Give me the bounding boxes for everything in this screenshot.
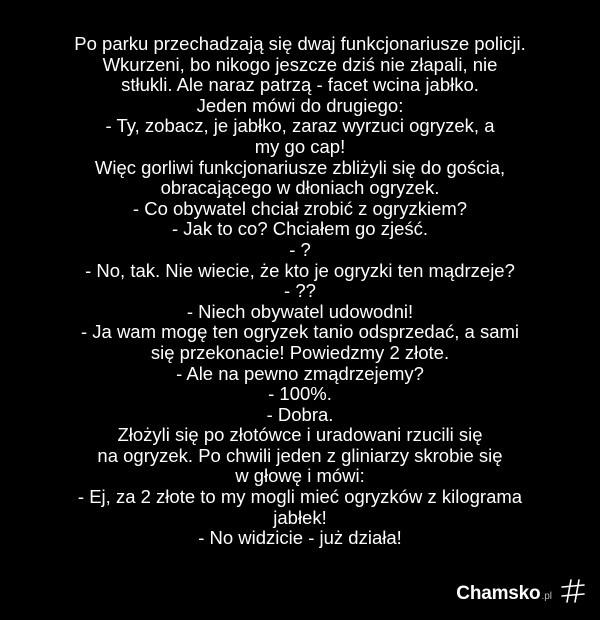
joke-line: - Ej, za 2 złote to my mogli mieć ogryzków z kilograma — [77, 486, 523, 508]
watermark-tld: .pl — [541, 591, 552, 602]
joke-line: na ogryzek. Po chwili jeden z gliniarzy skrobie się — [97, 444, 503, 466]
site-watermark — [456, 578, 586, 604]
joke-line: - Ja wam mogę ten ogryzek tanio odsprzedać, a sami — [80, 321, 520, 343]
joke-line: - Niech obywatel udowodni! — [186, 300, 414, 322]
joke-line: - Ty, zobacz, je jabłko, zaraz wyrzuci ogryzek, a — [105, 115, 495, 137]
joke-line: Wkurzeni, bo nikogo jeszcze dziś nie złapali, nie — [102, 53, 498, 75]
joke-line: - Dobra. — [266, 403, 334, 425]
joke-line: stłukli. Ale naraz patrzą - facet wcina jabłko. — [121, 74, 479, 96]
joke-line: - 100%. — [268, 383, 332, 405]
joke-line: się przekonacie! Powiedzmy 2 złote. — [150, 341, 450, 363]
joke-line: - Ale na pewno zmądrzejemy? — [176, 362, 424, 384]
hash-icon — [560, 578, 586, 604]
joke-line: jabłek! — [273, 506, 327, 528]
watermark-name: Chamsko — [456, 583, 541, 604]
joke-line: obracającego w dłoniach ogryzek. — [160, 177, 440, 199]
joke-line: Złożyli się po złotówce i uradowani rzucili się — [117, 424, 483, 446]
joke-text — [40, 34, 560, 549]
joke-line: - ? — [289, 238, 311, 260]
joke-line: - No, tak. Nie wiecie, że kto je ogryzki ten mądrzeje? — [85, 259, 515, 281]
joke-line: - Jak to co? Chciałem go zjeść. — [171, 218, 429, 240]
joke-line: Więc gorliwi funkcjonariusze zbliżyli się do gościa, — [94, 156, 506, 178]
joke-line: w głowę i mówi: — [235, 465, 365, 487]
joke-line: Jeden mówi do drugiego: — [196, 94, 404, 116]
joke-line: - Co obywatel chciał zrobić z ogryzkiem? — [132, 197, 468, 219]
joke-line: my go cap! — [254, 135, 346, 157]
joke-line: - ?? — [284, 280, 316, 302]
watermark-wordmark — [456, 584, 552, 604]
joke-line: Po parku przechadzają się dwaj funkcjonariusze policji. — [74, 33, 526, 54]
joke-line: - No widzicie - już działa! — [198, 527, 402, 549]
